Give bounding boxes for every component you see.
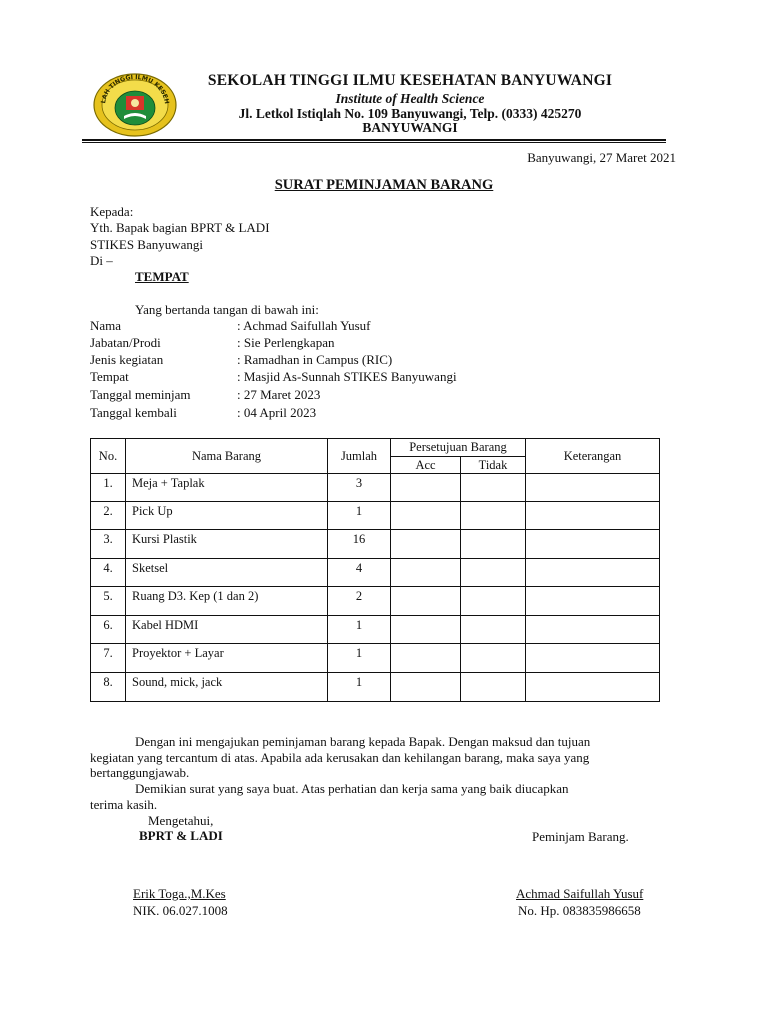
row-name: Sketsel — [126, 559, 328, 587]
table-row — [91, 587, 660, 616]
row-name: Kabel HDMI — [126, 616, 328, 644]
institution-city: BANYUWANGI — [362, 120, 458, 135]
row-no: 2. — [91, 502, 126, 530]
table-row — [91, 673, 660, 702]
right-signer-name: Achmad Saifullah Yusuf — [516, 886, 644, 901]
recipient-line: Yth. Bapak bagian BPRT & LADI — [90, 220, 270, 235]
row-note — [526, 474, 660, 502]
field-value: : Masjid As-Sunnah STIKES Banyuwangi — [237, 369, 457, 384]
left-signer-id: NIK. 06.027.1008 — [133, 903, 228, 918]
table-row — [91, 502, 660, 530]
items-table — [90, 438, 660, 702]
recipient-line: STIKES Banyuwangi — [90, 237, 204, 252]
row-tidak — [461, 502, 526, 530]
row-no: 1. — [91, 474, 126, 502]
row-name: Kursi Plastik — [126, 530, 328, 559]
row-acc — [391, 559, 461, 587]
recipient-line: Di – — [90, 253, 113, 268]
row-qty: 1 — [328, 644, 391, 673]
row-no: 5. — [91, 587, 126, 616]
field-label: Tanggal kembali — [90, 405, 177, 420]
row-acc — [391, 644, 461, 673]
row-note — [526, 530, 660, 559]
row-name: Ruang D3. Kep (1 dan 2) — [126, 587, 328, 616]
row-qty: 16 — [328, 530, 391, 559]
table-row — [91, 530, 660, 559]
recipient-place: TEMPAT — [135, 269, 189, 284]
row-tidak — [461, 616, 526, 644]
row-note — [526, 644, 660, 673]
row-name: Meja + Taplak — [126, 474, 328, 502]
institution-subtitle: Institute of Health Science — [335, 91, 485, 106]
table-row — [91, 474, 660, 502]
row-qty: 1 — [328, 673, 391, 702]
field-label: Tanggal meminjam — [90, 387, 191, 402]
row-no: 3. — [91, 530, 126, 559]
closing-line: kegiatan yang tercantum di atas. Apabila ada kerusakan dan kehilangan barang, maka saya yang — [90, 750, 590, 765]
row-qty: 2 — [328, 587, 391, 616]
header-approval: Persetujuan Barang — [391, 439, 526, 457]
field-label: Jenis kegiatan — [90, 352, 164, 367]
recipient-line: Kepada: — [90, 204, 134, 219]
logo-arc-text: LAH TINGGI ILMU KESEH — [100, 73, 170, 105]
field-value: : 04 April 2023 — [237, 405, 317, 420]
header-tidak: Tidak — [461, 457, 526, 474]
row-tidak — [461, 644, 526, 673]
row-no: 7. — [91, 644, 126, 673]
table-row — [91, 616, 660, 644]
row-acc — [391, 530, 461, 559]
row-qty: 4 — [328, 559, 391, 587]
header-qty: Jumlah — [328, 439, 391, 474]
header-rule-thick — [82, 139, 666, 141]
row-no: 8. — [91, 673, 126, 702]
right-signer-id: No. Hp. 083835986658 — [518, 903, 641, 918]
row-name: Pick Up — [126, 502, 328, 530]
header-rule-thin — [82, 142, 666, 143]
field-label: Jabatan/Prodi — [90, 335, 161, 350]
row-note — [526, 502, 660, 530]
row-tidak — [461, 530, 526, 559]
field-value: : Achmad Saifullah Yusuf — [237, 318, 371, 333]
letter-intro: Yang bertanda tangan di bawah ini: — [135, 302, 319, 317]
row-acc — [391, 474, 461, 502]
row-acc — [391, 616, 461, 644]
field-value: : Ramadhan in Campus (RIC) — [237, 352, 393, 367]
row-no: 6. — [91, 616, 126, 644]
row-note — [526, 616, 660, 644]
row-acc — [391, 673, 461, 702]
header-note: Keterangan — [526, 439, 660, 474]
left-signer-role: BPRT & LADI — [139, 828, 223, 843]
row-note — [526, 559, 660, 587]
institution-name: SEKOLAH TINGGI ILMU KESEHATAN BANYUWANGI — [207, 72, 613, 89]
header-name: Nama Barang — [126, 439, 328, 474]
row-tidak — [461, 559, 526, 587]
row-tidak — [461, 474, 526, 502]
field-value: : Sie Perlengkapan — [237, 335, 335, 350]
row-acc — [391, 587, 461, 616]
header-no: No. — [91, 439, 126, 474]
left-signer-name: Erik Toga.,M.Kes — [133, 886, 226, 901]
row-qty: 3 — [328, 474, 391, 502]
row-qty: 1 — [328, 502, 391, 530]
field-label: Tempat — [90, 369, 129, 384]
acknowledged-label: Mengetahui, — [148, 813, 214, 828]
row-acc — [391, 502, 461, 530]
closing-line: terima kasih. — [90, 797, 158, 812]
closing-line: bertanggungjawab. — [90, 765, 190, 780]
table-row — [91, 559, 660, 587]
row-note — [526, 673, 660, 702]
row-name: Sound, mick, jack — [126, 673, 328, 702]
letter-title: SURAT PEMINJAMAN BARANG — [274, 177, 494, 193]
row-no: 4. — [91, 559, 126, 587]
row-tidak — [461, 587, 526, 616]
closing-line: Demikian surat yang saya buat. Atas perhatian dan kerja sama yang baik diucapkan — [135, 781, 569, 796]
field-label: Nama — [90, 318, 122, 333]
row-name: Proyektor + Layar — [126, 644, 328, 673]
row-qty: 1 — [328, 616, 391, 644]
header-acc: Acc — [391, 457, 461, 474]
row-note — [526, 587, 660, 616]
table-row — [91, 644, 660, 673]
right-signer-role: Peminjam Barang. — [532, 829, 629, 844]
closing-line: Dengan ini mengajukan peminjaman barang kepada Bapak. Dengan maksud dan tujuan — [135, 734, 591, 749]
letter-date: Banyuwangi, 27 Maret 2021 — [527, 150, 676, 165]
institution-address: Jl. Letkol Istiqlah No. 109 Banyuwangi, Telp. (0333) 425270 — [238, 106, 582, 121]
row-tidak — [461, 673, 526, 702]
institution-logo — [92, 72, 178, 138]
field-value: : 27 Maret 2023 — [237, 387, 321, 402]
